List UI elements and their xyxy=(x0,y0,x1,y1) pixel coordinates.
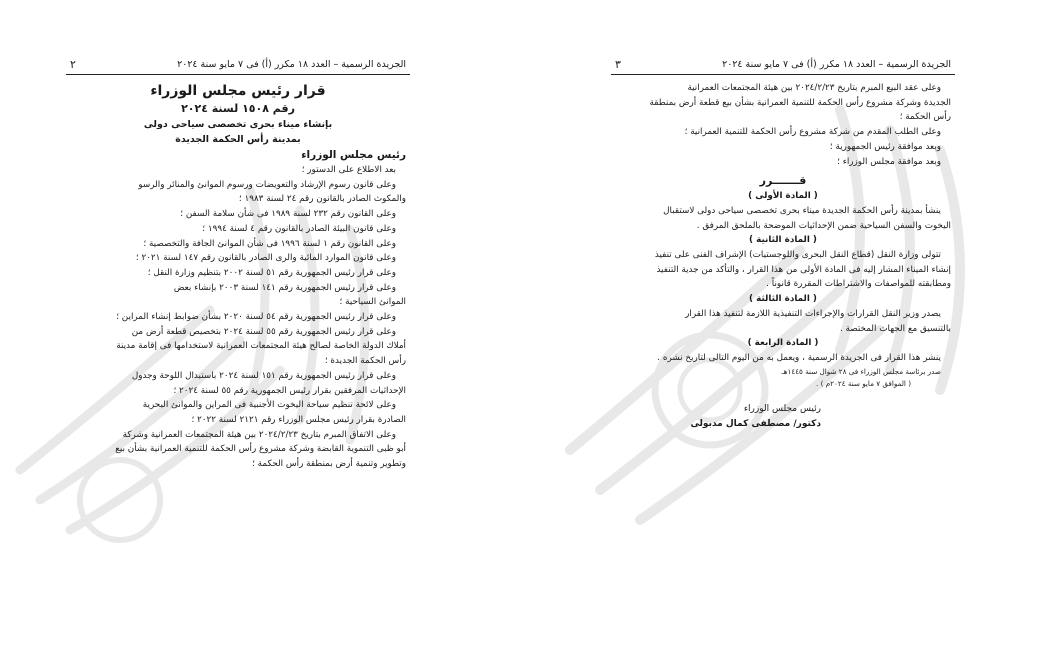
text-line: وعلى الاتفاق المبرم بتاريخ ٢٠٢٤/٢/٢٣ بين هيئة المجتمعات العمرانية وشركة xyxy=(122,429,396,440)
page-header xyxy=(66,58,410,75)
text-line: وعلى قانون رسوم الإرشاد والتعويضات ورسوم الموانئ والمنائر والرسو xyxy=(138,179,396,190)
page-number: ٢ xyxy=(70,58,76,71)
text-line: وعلى القانون رقم ٢٣٢ لسنة ١٩٨٩ فى شأن سلامة السفن ؛ xyxy=(180,209,396,220)
text-line: وبعد موافقة رئيس الجمهورية ؛ xyxy=(829,141,941,152)
text-line: وعلى قرار رئيس الجمهورية رقم ٥١ لسنة ٢٠٠٢ بتنظيم وزارة النقل ؛ xyxy=(147,267,396,278)
text-line: رأس الحكمة الجديدة ؛ xyxy=(324,356,406,367)
text-line: ينشر هذا القرار فى الجريدة الرسمية ، ويعمل به من اليوم التالى لتاريخ نشره . xyxy=(657,352,941,363)
text-line: وعلى عقد البيع المبرم بتاريخ ٢٠٢٤/٢/٢٣ بين هيئة المجتمعات العمرانية xyxy=(687,83,941,93)
page-left xyxy=(66,58,410,472)
text-line: يصدر وزير النقل القرارات والإجراءات التنفيذية اللازمة لتنفيذ هذا القرار xyxy=(685,308,941,319)
text-line: وبعد موافقة مجلس الوزراء ؛ xyxy=(837,156,941,167)
text-line: الجديدة وشركة مشروع رأس الحكمة للتنمية العمرانية بشأن بيع قطعة أرض بمنطقة xyxy=(649,97,951,108)
text-line: وعلى قرار رئيس الجمهورية رقم ٥٤ لسنة ٢٠٢٠ بشأن ضوابط إنشاء المراين ؛ xyxy=(116,312,396,323)
text-line: تتولى وزارة النقل (قطاع النقل البحرى واللوجستيات) الإشراف الفنى على تنفيذ xyxy=(654,250,941,261)
page-right xyxy=(611,58,955,432)
text-line: وعلى الطلب المقدم من شركة مشروع رأس الحكمة للتنمية العمرانية ؛ xyxy=(684,127,941,138)
running-title: الجريدة الرسمية – العدد ١٨ مكرر (أ) فى ٧ مايو سنة ٢٠٢٤ xyxy=(722,59,951,70)
decree-subject: بمدينة رأس الحكمة الجديدة xyxy=(175,134,301,145)
text-line: الموانئ السياحية ؛ xyxy=(339,297,406,308)
text-line: وتطوير وتنمية أرض بمنطقة رأس الحكمة ؛ xyxy=(252,459,406,470)
decree-number: رقم ١٥٠٨ لسنة ٢٠٢٤ xyxy=(181,102,295,115)
article-title: ( المادة الثانية ) xyxy=(749,235,817,246)
article-title: ( المادة الثالثة ) xyxy=(749,294,817,305)
section-heading: رئيس مجلس الوزراء xyxy=(301,149,406,161)
issued-line: صدر برئاسة مجلس الوزراء فى ٢٨ شوال سنة ١٤٤٥هـ xyxy=(781,366,941,376)
text-line: اليخوت والسفن السياحية ضمن الإحداثيات الموضحة بالملحق المرفق . xyxy=(696,220,951,231)
text-line: وعلى قانون الموارد المائية والرى الصادر بالقانون رقم ١٤٧ لسنة ٢٠٢١ ؛ xyxy=(135,253,396,264)
page-number: ٣ xyxy=(615,58,621,71)
text-line: الإحداثيات المرفقين بقرار رئيس الجمهورية رقم ٥٥ لسنة ٢٠٢٤ ؛ xyxy=(173,385,406,396)
text-line: أملاك الدولة الخاصة لصالح هيئة المجتمعات العمرانية لاستخدامها فى إقامة مدينة xyxy=(116,341,406,352)
text-line: وعلى القانون رقم ١ لسنة ١٩٩٦ فى شأن الموانئ الجافة والتخصصية ؛ xyxy=(143,238,396,249)
text-line: الصادرة بقرار رئيس مجلس الوزراء رقم ٢١٢١ لسنة ٢٠٢٢ ؛ xyxy=(191,414,406,425)
decree-word: قـــــــرر xyxy=(759,174,807,188)
text-line: وعلى قرار رئيس الجمهورية رقم ١٥١ لسنة ٢٠٢٤ باستبدال اللوحة وجدول xyxy=(131,370,396,381)
running-title: الجريدة الرسمية – العدد ١٨ مكرر (أ) فى ٧ مايو سنة ٢٠٢٤ xyxy=(177,59,406,70)
text-line: رأس الحكمة ؛ xyxy=(899,112,951,123)
text-line: بالتنسيق مع الجهات المختصة . xyxy=(839,323,951,334)
text-line: بعد الاطلاع على الدستور ؛ xyxy=(301,165,396,175)
date-line: ( الموافق ٧ مايو سنة ٢٠٢٤م ) . xyxy=(816,378,911,388)
text-line: وعلى قانون البيئة الصادر بالقانون رقم ٤ لسنة ١٩٩٤ ؛ xyxy=(202,223,396,234)
text-line: ومطابقته للمواصفات والاشتراطات المقررة قانوناً . xyxy=(766,279,951,290)
text-line: أبو ظبى التنموية القابضة وشركة مشروع رأس الحكمة للتنمية العمرانية بشأن بيع xyxy=(115,444,406,455)
signature-name: دكتور/ مصطفى كمال مدبولى xyxy=(690,418,821,429)
article-title: ( المادة الرابعة ) xyxy=(747,338,819,349)
decree-title: قرار رئيس مجلس الوزراء xyxy=(150,83,326,99)
decree-subject: بإنشاء ميناء بحرى تخصصى سياحى دولى xyxy=(143,119,333,130)
article-title: ( المادة الأولى ) xyxy=(748,191,818,202)
text-line: والمكوث الصادر بالقانون رقم ٢٤ لسنة ١٩٨٣ ؛ xyxy=(238,194,406,205)
text-line: ينشأ بمدينة رأس الحكمة الجديدة ميناء بحرى تخصصى سياحى دولى لاستقبال xyxy=(663,205,941,216)
page-header xyxy=(611,58,955,75)
text-line: إنشاء الميناء المشار إليه فى المادة الأولى من هذا القرار ، والتأكد من جدية التنفيذ xyxy=(656,264,951,275)
text-line: وعلى قرار رئيس الجمهورية رقم ٥٥ لسنة ٢٠٢٤ بتخصيص قطعة أرض من xyxy=(131,326,396,337)
signature-title: رئيس مجلس الوزراء xyxy=(743,403,821,414)
text-line: وعلى قرار رئيس الجمهورية رقم ١٤١ لسنة ٢٠٠٣ بإنشاء بعض xyxy=(173,282,396,293)
text-line: وعلى لائحة تنظيم سياحة اليخوت الأجنبية فى المراين والموانئ البحرية xyxy=(142,400,396,411)
